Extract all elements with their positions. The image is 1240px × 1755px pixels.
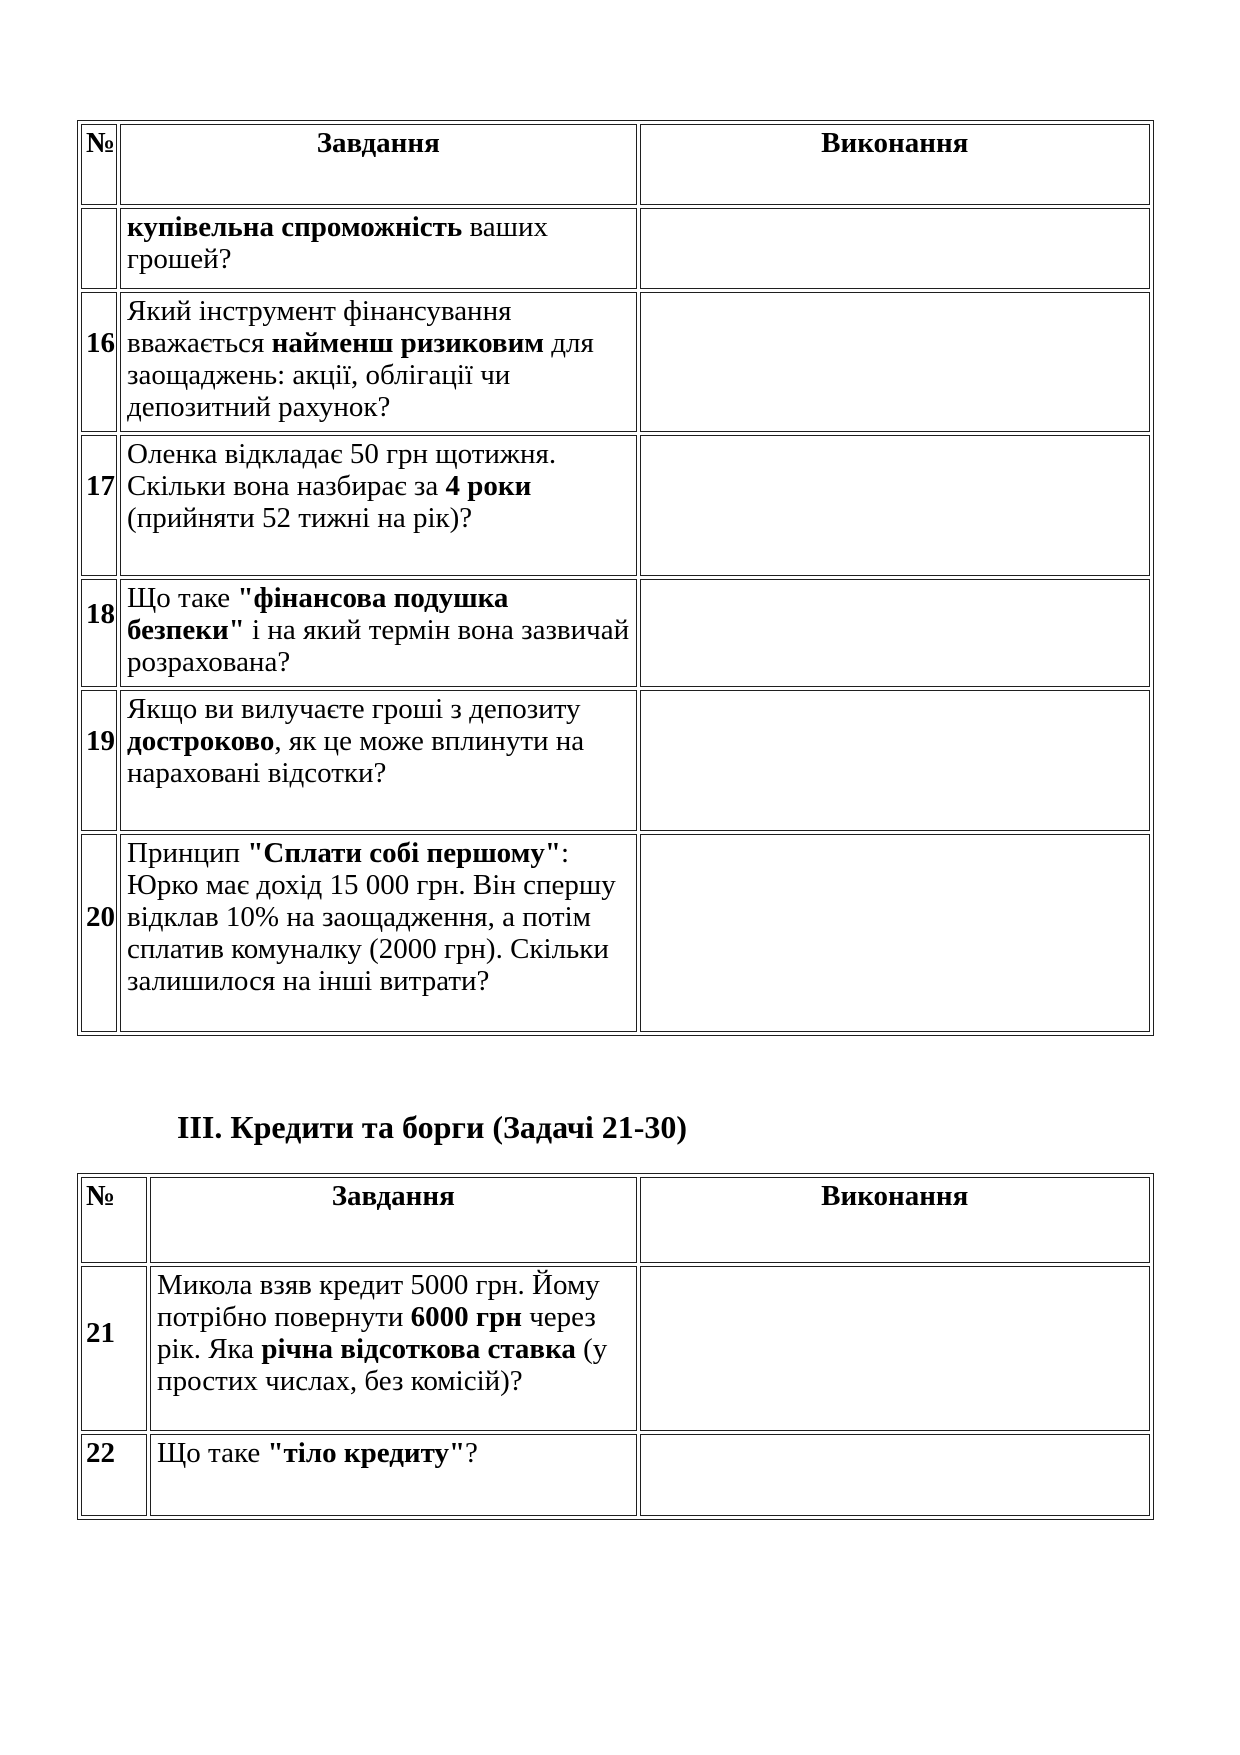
task-cell: Микола взяв кредит 5000 грн. Йому потрібно повернути 6000 грн через рік. Яка річна відсоткова ставка (у простих числах, без комісій)?: [150, 1266, 636, 1431]
row-number: 19: [86, 725, 115, 757]
row-number: 20: [86, 901, 115, 933]
execution-cell: [640, 435, 1150, 576]
tasks-table-savings: [77, 120, 1154, 1036]
header-number: №: [81, 124, 117, 205]
table-row: [81, 435, 1150, 576]
header-number: №: [81, 1177, 147, 1263]
execution-cell: [640, 208, 1150, 289]
table-row: [81, 1266, 1150, 1431]
row-number-cell: [81, 690, 117, 831]
table-row: [81, 579, 1150, 687]
table-row: [81, 690, 1150, 831]
row-number: 17: [86, 470, 115, 502]
header-execution: Виконання: [640, 124, 1150, 205]
table-row: [81, 208, 1150, 289]
task-cell: Принцип "Сплати собі першому": Юрко має дохід 15 000 грн. Він спершу відклав 10% на заощадження, а потім сплатив комуналку (2000 грн). Скільки залишилося на інші витрати?: [120, 834, 636, 1032]
row-number: 16: [86, 327, 115, 359]
table-header-row: [81, 1177, 1150, 1263]
row-number: 22: [86, 1437, 115, 1469]
task-cell: Що таке "фінансова подушка безпеки" і на який термін вона зазвичай розрахована?: [120, 579, 636, 687]
row-number: [86, 211, 114, 243]
tasks-table-credits-debts: [77, 1173, 1154, 1520]
table-row: [81, 1434, 1150, 1516]
task-cell: купівельна спроможність ваших грошей?: [120, 208, 636, 289]
execution-cell: [640, 834, 1150, 1032]
task-cell: Що таке "тіло кредиту"?: [150, 1434, 636, 1516]
section-title: ІІІ. Кредити та борги (Задачі 21-30): [177, 1109, 688, 1145]
row-number-cell: [81, 435, 117, 576]
table-header-row: [81, 124, 1150, 205]
execution-cell: [640, 1266, 1151, 1431]
row-number: 21: [86, 1317, 115, 1349]
table-row: [81, 292, 1150, 432]
row-number-cell: [81, 579, 117, 687]
execution-cell: [640, 292, 1150, 432]
table-row: [81, 834, 1150, 1032]
execution-cell: [640, 1434, 1151, 1516]
row-number-cell: [81, 1266, 147, 1431]
row-number: 18: [86, 598, 115, 630]
header-execution: Виконання: [640, 1177, 1151, 1263]
row-number-cell: [81, 292, 117, 432]
row-number-cell: [81, 1434, 147, 1516]
row-number-cell: [81, 208, 117, 289]
execution-cell: [640, 579, 1150, 687]
task-cell: Якщо ви вилучаєте гроші з депозиту достроково, як це може вплинути на нараховані відсотки?: [120, 690, 636, 831]
task-cell: Оленка відкладає 50 грн щотижня. Скільки вона назбирає за 4 роки (прийняти 52 тижні на рік)?: [120, 435, 636, 576]
task-cell: Який інструмент фінансування вважається найменш ризиковим для заощаджень: акції, облігації чи депозитний рахунок?: [120, 292, 636, 432]
header-task: Завдання: [120, 124, 636, 205]
row-number-cell: [81, 834, 117, 1032]
execution-cell: [640, 690, 1150, 831]
header-task: Завдання: [150, 1177, 636, 1263]
